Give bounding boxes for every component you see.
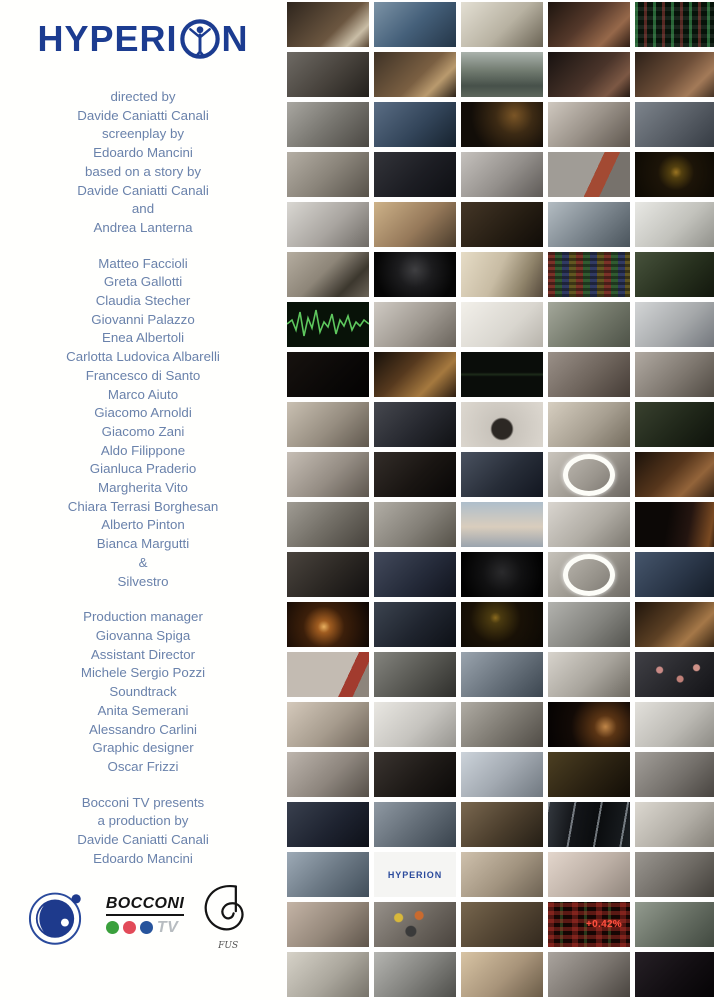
credit-line: Davide Caniatti Canali [77,832,209,848]
credits-text [0,88,286,885]
credit-line: Greta Gallotti [103,274,183,290]
film-still-warm-couch-gathering [635,452,714,497]
film-still-glitch-screen [548,252,630,297]
film-still-surprised-young-man [374,502,456,547]
film-still-woman-facing-white-table [374,302,456,347]
credit-line: Claudia Stecher [95,293,191,309]
credit-line: Carlotta Ludovica Albarelli [66,349,220,365]
film-still-startled-man-in-suit [635,752,714,797]
spiral-caption: FUS [218,941,239,951]
credit-line: Anita Semerani [97,702,189,718]
film-still-black-faint-green-line [461,352,543,397]
tv-wordmark: TV [156,918,179,936]
credit-line: Alberto Pinton [101,517,185,533]
film-still-man-night-warm-light [461,102,543,147]
film-still-two-women-warm-bar [548,2,630,47]
film-still-white-table-meeting [548,502,630,547]
credit-line: Bianca Margutti [96,536,190,552]
still-label: +0.42% [586,919,622,930]
film-still-person-dark-hallway [287,552,369,597]
spiral-signature-logo [200,880,256,951]
film-still-woman-gray-wall [548,952,630,997]
film-still-office-with-desks [374,652,456,697]
credit-line: Aldo Filippone [100,442,186,458]
waveform-icon [287,302,369,347]
film-still-pink-scraps-dark-table [635,652,714,697]
credit-line: Marco Aiuto [107,386,179,402]
film-still-hand-with-small-flame [548,702,630,747]
credit-line: directed by [110,89,176,104]
film-still-hand-holding-card [374,202,456,247]
film-still-man-smoking-dark-green [635,402,714,447]
credit-line: screenplay by [101,126,185,142]
film-still-concrete-corner-red-door [548,152,630,197]
bocconi-tv-logo [106,895,184,937]
film-still-priest-and-man [461,802,543,847]
film-still-man-writing-white-table [635,702,714,747]
film-still-woman-profile-light-room [287,702,369,747]
film-still-old-tv-silhouette [461,702,543,747]
credit-line: Soundtrack [109,684,177,700]
film-still-man-gray-portrait [635,102,714,147]
credit-line: Margherita Vito [98,480,188,496]
credits-panel [0,0,286,1000]
film-still-tray-from-above [287,952,369,997]
credit-line: Alessandro Carlini [89,721,197,737]
film-still-stock-ticker-red [548,902,630,947]
film-still-two-men-bright-cafe [635,802,714,847]
film-still-woman-smiling-table-warm [635,52,714,97]
film-still-stock-board-green-red [635,2,714,47]
film-still-woman-profile-blue [374,102,456,147]
film-still-tv-screen-with-face [287,502,369,547]
credit-line: Silvestro [117,573,169,589]
film-still-old-engraving [461,902,543,947]
film-still-trees-in-field [461,52,543,97]
film-still-man-pink-shirt-city [461,502,543,547]
film-still-couple-with-projector [461,452,543,497]
film-still-green-waveform-monitor [287,302,369,347]
credit-line: Giacomo Zani [101,423,185,439]
hyperion-logo [0,18,286,60]
film-still-man-carrying-box [374,52,456,97]
film-still-office-two-people-backs [548,202,630,247]
film-still-gold-eye-symbol [635,152,714,197]
film-still-man-woman-in-doorway [287,752,369,797]
film-still-woman-profile-blue-window [635,552,714,597]
cast-block [0,255,286,592]
film-still-statue-in-park [548,302,630,347]
film-still-man-on-phone-by-statue [635,902,714,947]
film-still-bright-interior-person [461,2,543,47]
green-dot-icon [106,921,119,934]
film-still-woman-face-shadow [374,752,456,797]
film-still-woman-by-window-bright [461,252,543,297]
film-still-church-silhouette-cross [461,202,543,247]
footer-logos [0,880,280,951]
credit-line: & [138,554,148,570]
film-still-couple-talking-light [461,152,543,197]
film-still-near-black-shapes [287,352,369,397]
film-still-woman-profile-closeup [287,902,369,947]
film-still-woman-dark-room-lamp [635,502,714,547]
film-still-hyperion-logo-card [374,852,456,897]
credit-line: and [131,201,155,217]
credit-line: Bocconi TV presents [81,794,205,810]
film-still-suited-man-at-desk [635,302,714,347]
lens-eye-logo-icon [24,882,90,950]
credit-line: Oscar Frizzi [107,758,179,774]
film-still-man-behind-ring-light [548,452,630,497]
film-still-vintage-camera-tv [287,102,369,147]
still-label: HYPERION [387,869,443,880]
film-still-man-writing-at-desk [287,2,369,47]
film-still-hands-with-lighter-flame [287,602,369,647]
credit-line: Giovanna Spiga [95,627,191,643]
film-still-woman-reading-white-table [287,202,369,247]
film-still-dark-office-meeting [287,802,369,847]
credit-line: Francesco di Santo [85,367,201,383]
production-block [0,608,286,776]
film-still-bright-office-man-walking [635,202,714,247]
film-still-young-man-white-room [374,702,456,747]
credit-line: Assistant Director [90,646,196,662]
film-still-blonde-woman-at-table [287,402,369,447]
film-still-back-of-head-suit [461,402,543,447]
film-still-man-vest-elevator [287,52,369,97]
film-still-handwritten-letter [461,302,543,347]
credit-line: Giacomo Arnoldi [94,405,192,421]
film-still-woman-behind-ring-light [548,552,630,597]
film-still-handshake-office-windows [287,852,369,897]
film-still-tunnel-light-streaks [548,802,630,847]
film-still-gold-eye-with-rays [461,602,543,647]
film-still-plate-and-cutlery [374,802,456,847]
credit-line: Matteo Faccioli [98,255,188,271]
film-still-warm-crowded-room [374,352,456,397]
film-still-man-face-dark-blue [374,402,456,447]
film-still-objects-on-floor [374,902,456,947]
credit-line: Graphic designer [92,740,194,756]
credit-line: Davide Caniatti Canali [77,107,209,123]
credit-line: Michele Sergio Pozzi [80,665,206,681]
film-still-bright-room-city-view [461,752,543,797]
film-still-man-laughing-garden [635,252,714,297]
film-still-man-seated-blue-room [374,2,456,47]
film-still-crouching-figure-bw [374,952,456,997]
credit-line: Andrea Lanterna [93,219,193,235]
film-still-pair-blue-shirt-closeup [461,652,543,697]
logo-text-right: N [221,18,249,59]
film-still-dark-corridor-glow [374,252,456,297]
film-still-smiling-man-in-suit [548,352,630,397]
credit-line: Enea Albertoli [101,330,185,346]
film-still-warm-party-scene [635,602,714,647]
logo-text-left: HYPERI [37,18,178,59]
credit-line: Edoardo Mancini [93,850,193,866]
film-still-black-corridor [461,552,543,597]
film-still-bright-cafe-crowd [548,402,630,447]
film-still-man-facing-camera-table [548,602,630,647]
blue-dot-icon [140,921,153,934]
credit-line: Production manager [83,609,203,625]
film-still-dark-audience-room [374,152,456,197]
credit-line: a production by [97,813,189,829]
credit-line: based on a story by [84,163,202,179]
film-still-group-in-dark-blue [374,552,456,597]
film-still-mouth-closeup [548,852,630,897]
credit-line: Edoardo Mancini [93,145,193,161]
film-still-stone-wall-dark-doors [287,252,369,297]
film-still-ashtray-on-dark-table [374,602,456,647]
film-still-woman-suit-curtain [461,952,543,997]
red-dot-icon [123,921,136,934]
film-still-dark-bronze-relief [548,752,630,797]
film-stills-grid [287,2,714,997]
film-still-woman-in-hallway [548,102,630,147]
bocconi-wordmark: BOCCONI [106,895,184,916]
spiral-d-icon [200,880,256,940]
film-still-couple-woman-in-red [287,652,369,697]
presents-block [0,794,286,869]
film-still-kiss-closeup-dark [548,52,630,97]
direction-block [0,88,286,238]
film-still-man-viewing-painting [548,652,630,697]
credit-line: Davide Caniatti Canali [77,182,209,198]
film-still-dark-haired-woman-portrait [635,852,714,897]
credit-line: Gianluca Praderio [89,461,197,477]
film-still-woman-in-light-room [461,852,543,897]
credit-line: Chiara Terrasi Borghesan [67,498,219,514]
film-still-woman-face-very-dark [635,952,714,997]
film-still-ring-light-interview [287,152,369,197]
film-still-bearded-man-sweater [635,352,714,397]
film-still-distressed-woman-hallway [287,452,369,497]
vitruvian-man-o-icon [179,18,221,60]
credit-line: Giovanni Palazzo [91,311,195,327]
film-still-woman-face-dark-closeup [374,452,456,497]
